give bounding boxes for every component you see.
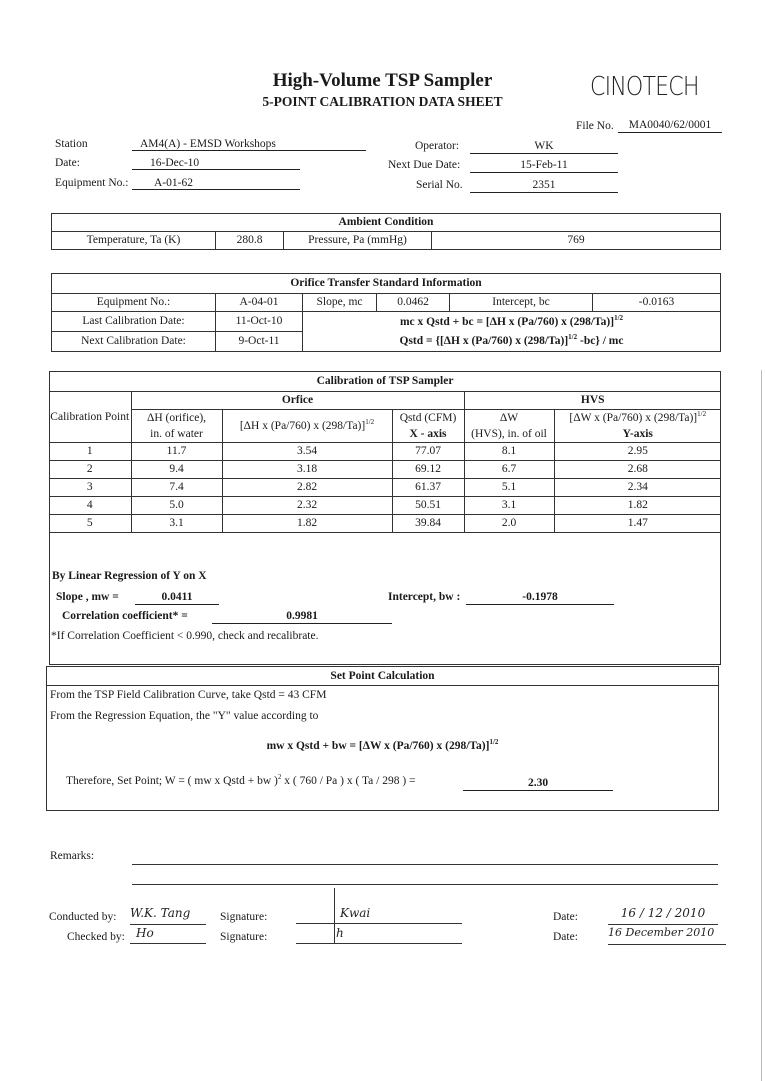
cell-dh-calc: 3.54 xyxy=(222,443,392,461)
table-row xyxy=(49,515,721,533)
orifice-equipment-value: A-04-01 xyxy=(216,294,303,312)
regression-intercept-label: Intercept, bw : xyxy=(388,591,461,603)
file-no-value: MA0040/62/0001 xyxy=(618,118,722,133)
ambient-title: Ambient Condition xyxy=(52,214,721,232)
orifice-formula-2: Qstd = {[ΔH x (Pa/760) x (298/Ta)]$^{1/2}$ -bc} / mc xyxy=(399,332,624,347)
table-row xyxy=(49,461,721,479)
regression-slope-label: Slope , mw = xyxy=(56,591,119,603)
date-value-2: 16 December 2010 xyxy=(608,926,726,945)
orifice-formulas xyxy=(303,312,721,352)
col-delta-h-calc: [ΔH x (Pa/760) x (298/Ta)]$^{1/2}$ xyxy=(222,410,392,443)
cell-dw-calc: 1.47 xyxy=(554,515,721,533)
conducted-by-label: Conducted by: xyxy=(49,911,117,923)
cell-dw-calc: 2.95 xyxy=(554,443,721,461)
cell-dw: 8.1 xyxy=(464,443,554,461)
remarks-label: Remarks: xyxy=(50,850,95,862)
calibration-table xyxy=(49,371,721,533)
cell-dh: 9.4 xyxy=(131,461,222,479)
orifice-intercept-label: Intercept, bc xyxy=(450,294,593,312)
serial-label: Serial No. xyxy=(416,179,463,191)
table-row xyxy=(49,479,721,497)
cell-point: 2 xyxy=(49,461,131,479)
cell-qstd: 77.07 xyxy=(392,443,464,461)
col-delta-h: ΔH (orifice), in. of water xyxy=(131,410,222,443)
col-delta-w-calc: [ΔW x (Pa/760) x (298/Ta)]$^{1/2}$ Y-axis xyxy=(554,410,721,443)
pressure-value: 769 xyxy=(432,232,721,250)
document-title: High-Volume TSP Sampler xyxy=(272,70,493,91)
scan-edge-line xyxy=(761,370,762,1081)
signature-1: Kwai xyxy=(296,906,462,924)
date-label: Date: xyxy=(55,157,80,169)
pressure-label: Pressure, Pa (mmHg) xyxy=(284,232,432,250)
signature-stroke xyxy=(334,888,335,944)
table-row xyxy=(49,497,721,515)
col-qstd: Qstd (CFM) X - axis xyxy=(392,410,464,443)
orifice-slope-value: 0.0462 xyxy=(377,294,450,312)
cell-dw: 3.1 xyxy=(464,497,554,515)
cell-dh: 7.4 xyxy=(131,479,222,497)
equipment-label: Equipment No.: xyxy=(55,177,129,189)
cell-point: 1 xyxy=(49,443,131,461)
date-label-2: Date: xyxy=(553,931,578,943)
temperature-value: 280.8 xyxy=(216,232,284,250)
correlation-note: *If Correlation Coefficient < 0.990, check and recalibrate. xyxy=(51,630,319,642)
correlation-label: Correlation coefficient* = xyxy=(62,610,188,622)
setpoint-line-1: From the TSP Field Calibration Curve, take Qstd = 43 CFM xyxy=(50,689,327,701)
regression-title: By Linear Regression of Y on X xyxy=(52,570,207,582)
signature-label-1: Signature: xyxy=(220,911,268,923)
orifice-slope-label: Slope, mc xyxy=(303,294,377,312)
station-label: Station xyxy=(55,138,88,150)
group-orifice: Orfice xyxy=(131,392,464,410)
station-value: AM4(A) - EMSD Workshops xyxy=(132,137,366,151)
regression-slope-value: 0.0411 xyxy=(135,590,219,605)
setpoint-section xyxy=(46,666,719,811)
cell-dw-calc: 2.34 xyxy=(554,479,721,497)
checked-by-value: Ho xyxy=(130,926,206,944)
conducted-by-value: W.K. Tang xyxy=(130,906,206,925)
remarks-line-2[interactable] xyxy=(132,884,718,885)
cell-dw-calc: 2.68 xyxy=(554,461,721,479)
checked-by-label: Checked by: xyxy=(67,931,125,943)
orifice-formula-1: mc x Qstd + bc = [ΔH x (Pa/760) x (298/Ta)]$^{1/2}$ xyxy=(399,313,624,328)
operator-value: WK xyxy=(470,139,618,154)
document-subtitle: 5-POINT CALIBRATION DATA SHEET xyxy=(262,94,503,109)
setpoint-value: 2.30 xyxy=(463,776,613,791)
cell-dh-calc: 2.32 xyxy=(222,497,392,515)
cell-point: 5 xyxy=(49,515,131,533)
cell-qstd: 69.12 xyxy=(392,461,464,479)
company-logo: CINOTECH xyxy=(590,72,699,102)
next-calibration-value: 9-Oct-11 xyxy=(216,332,303,352)
setpoint-therefore: Therefore, Set Point; W = ( mw x Qstd + bw )$^2$ x ( 760 / Pa ) x ( Ta / 298 ) = xyxy=(66,773,416,787)
correlation-value: 0.9981 xyxy=(212,609,392,624)
cell-dh-calc: 2.82 xyxy=(222,479,392,497)
serial-value: 2351 xyxy=(470,178,618,193)
cell-dh-calc: 1.82 xyxy=(222,515,392,533)
orifice-equipment-label: Equipment No.: xyxy=(52,294,216,312)
cell-point: 3 xyxy=(49,479,131,497)
setpoint-formula: mw x Qstd + bw = [ΔW x (Pa/760) x (298/Ta)]$^{1/2}$ xyxy=(266,738,499,752)
cell-dw: 2.0 xyxy=(464,515,554,533)
last-calibration-label: Last Calibration Date: xyxy=(52,312,216,332)
cell-dh-calc: 3.18 xyxy=(222,461,392,479)
temperature-label: Temperature, Ta (K) xyxy=(52,232,216,250)
cell-dh: 3.1 xyxy=(131,515,222,533)
cell-dw: 6.7 xyxy=(464,461,554,479)
next-due-label: Next Due Date: xyxy=(388,159,461,171)
cell-qstd: 61.37 xyxy=(392,479,464,497)
regression-intercept-value: -0.1978 xyxy=(466,590,614,605)
calibration-title: Calibration of TSP Sampler xyxy=(49,371,721,392)
cell-dw: 5.1 xyxy=(464,479,554,497)
operator-label: Operator: xyxy=(415,140,460,152)
cell-point: 4 xyxy=(49,497,131,515)
date-value-1: 16 / 12 / 2010 xyxy=(608,906,718,925)
cell-qstd: 39.84 xyxy=(392,515,464,533)
cell-qstd: 50.51 xyxy=(392,497,464,515)
next-calibration-label: Next Calibration Date: xyxy=(52,332,216,352)
signature-label-2: Signature: xyxy=(220,931,268,943)
orifice-info-table xyxy=(51,273,721,352)
ambient-condition-table xyxy=(51,213,721,250)
date-value: 16-Dec-10 xyxy=(132,156,300,170)
orifice-title: Orifice Transfer Standard Information xyxy=(52,274,721,294)
setpoint-title: Set Point Calculation xyxy=(46,667,719,686)
cell-dh: 11.7 xyxy=(131,443,222,461)
col-delta-w: ΔW (HVS), in. of oil xyxy=(464,410,554,443)
signature-2: h xyxy=(296,926,462,944)
table-row xyxy=(49,443,721,461)
group-hvs: HVS xyxy=(464,392,721,410)
next-due-value: 15-Feb-11 xyxy=(470,158,618,173)
remarks-line-1[interactable] xyxy=(132,864,718,865)
last-calibration-value: 11-Oct-10 xyxy=(216,312,303,332)
setpoint-line-2: From the Regression Equation, the "Y" value according to xyxy=(50,710,319,722)
equipment-value: A-01-62 xyxy=(132,176,300,190)
date-label-1: Date: xyxy=(553,911,578,923)
cell-dw-calc: 1.82 xyxy=(554,497,721,515)
orifice-intercept-value: -0.0163 xyxy=(593,294,721,312)
cell-dh: 5.0 xyxy=(131,497,222,515)
file-no-label: File No. xyxy=(576,120,614,132)
col-calibration-point: Calibration Point xyxy=(49,392,131,443)
